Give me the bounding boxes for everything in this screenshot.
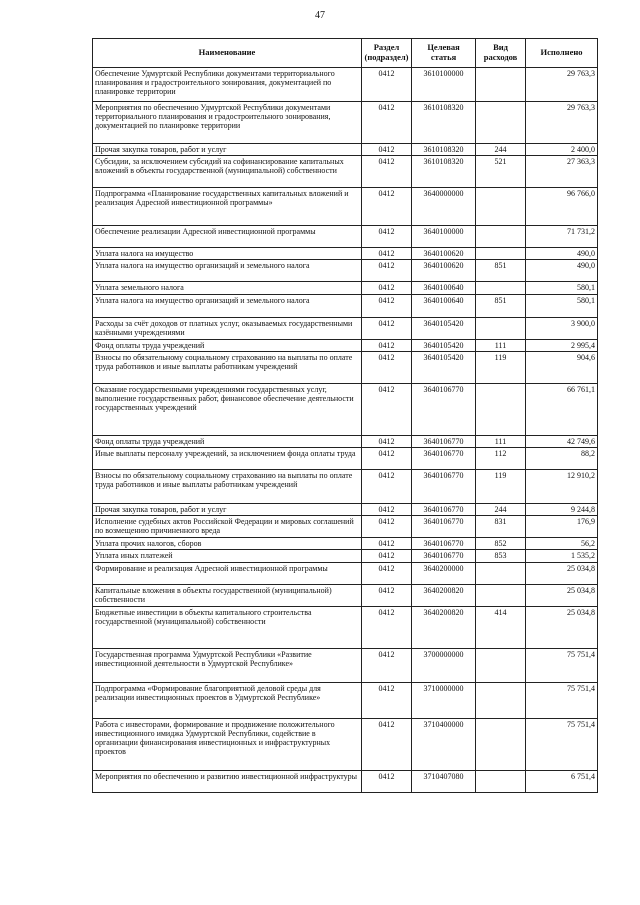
cell-target: 3610100000 <box>412 68 476 102</box>
table-row <box>93 226 598 248</box>
table-row <box>93 435 598 447</box>
cell-target: 3640106770 <box>412 516 476 538</box>
cell-executed: 75 751,4 <box>526 682 598 718</box>
cell-target: 3640000000 <box>412 188 476 226</box>
cell-target: 3640106770 <box>412 383 476 435</box>
cell-executed: 29 763,3 <box>526 68 598 102</box>
cell-target: 3640100620 <box>412 260 476 282</box>
table-row <box>93 447 598 469</box>
cell-executed: 2 400,0 <box>526 144 598 156</box>
header-executed: Исполнено <box>526 39 598 68</box>
cell-executed: 490,0 <box>526 248 598 260</box>
cell-executed: 580,1 <box>526 282 598 294</box>
budget-table <box>92 38 598 793</box>
table-row <box>93 606 598 648</box>
cell-expense-type: 414 <box>476 606 526 648</box>
cell-expense-type: 852 <box>476 538 526 550</box>
cell-expense-type <box>476 682 526 718</box>
cell-section: 0412 <box>362 144 412 156</box>
table-row <box>93 682 598 718</box>
cell-expense-type <box>476 648 526 682</box>
cell-name: Уплата земельного налога <box>93 282 362 294</box>
cell-target: 3640106770 <box>412 435 476 447</box>
cell-name: Взносы по обязательному социальному страхованию на выплаты по оплате труда работников и иные выплаты работникам учреждений <box>93 351 362 383</box>
cell-section: 0412 <box>362 188 412 226</box>
cell-expense-type <box>476 188 526 226</box>
cell-name: Уплата налога на имущество организаций и земельного налога <box>93 294 362 317</box>
cell-section: 0412 <box>362 339 412 351</box>
cell-executed: 56,2 <box>526 538 598 550</box>
cell-section: 0412 <box>362 248 412 260</box>
cell-expense-type: 244 <box>476 144 526 156</box>
cell-name: Фонд оплаты труда учреждений <box>93 339 362 351</box>
cell-expense-type: 111 <box>476 339 526 351</box>
cell-name: Взносы по обязательному социальному страхованию на выплаты по оплате труда работников и иные выплаты работникам учреждений <box>93 469 362 503</box>
cell-section: 0412 <box>362 562 412 584</box>
cell-target: 3640105420 <box>412 351 476 383</box>
table-row <box>93 317 598 339</box>
cell-executed: 25 034,8 <box>526 584 598 606</box>
table-row <box>93 516 598 538</box>
cell-executed: 25 034,8 <box>526 562 598 584</box>
cell-expense-type: 521 <box>476 156 526 188</box>
table-row <box>93 156 598 188</box>
cell-section: 0412 <box>362 282 412 294</box>
cell-executed: 12 910,2 <box>526 469 598 503</box>
cell-expense-type: 831 <box>476 516 526 538</box>
cell-name: Уплата иных платежей <box>93 550 362 562</box>
header-target: Целевая статья <box>412 39 476 68</box>
cell-executed: 75 751,4 <box>526 718 598 770</box>
cell-section: 0412 <box>362 469 412 503</box>
cell-target: 3710000000 <box>412 682 476 718</box>
cell-target: 3640100640 <box>412 282 476 294</box>
cell-section: 0412 <box>362 606 412 648</box>
cell-executed: 71 731,2 <box>526 226 598 248</box>
cell-section: 0412 <box>362 503 412 515</box>
table-row <box>93 282 598 294</box>
cell-target: 3640100640 <box>412 294 476 317</box>
cell-target: 3640200820 <box>412 606 476 648</box>
cell-expense-type <box>476 770 526 792</box>
cell-target: 3640106770 <box>412 503 476 515</box>
cell-name: Формирование и реализация Адресной инвестиционной программы <box>93 562 362 584</box>
cell-name: Обеспечение Удмуртской Республики документами территориального планирования и градостроительного зонирования, документацией по планировке территории <box>93 68 362 102</box>
table-row <box>93 383 598 435</box>
cell-expense-type: 119 <box>476 469 526 503</box>
cell-target: 3640105420 <box>412 317 476 339</box>
cell-name: Фонд оплаты труда учреждений <box>93 435 362 447</box>
cell-section: 0412 <box>362 351 412 383</box>
cell-section: 0412 <box>362 584 412 606</box>
cell-section: 0412 <box>362 226 412 248</box>
cell-name: Расходы за счёт доходов от платных услуг, оказываемых государственными казёнными учреждениями <box>93 317 362 339</box>
table-row <box>93 562 598 584</box>
table-row <box>93 248 598 260</box>
table-row <box>93 68 598 102</box>
cell-section: 0412 <box>362 718 412 770</box>
header-expense-type: Вид расходов <box>476 39 526 68</box>
cell-name: Подпрограмма «Формирование благоприятной деловой среды для реализации инвестиционных проектов в Удмуртской Республике» <box>93 682 362 718</box>
cell-section: 0412 <box>362 516 412 538</box>
cell-target: 3610108320 <box>412 144 476 156</box>
cell-executed: 88,2 <box>526 447 598 469</box>
cell-expense-type: 111 <box>476 435 526 447</box>
table-row <box>93 102 598 144</box>
cell-name: Уплата налога на имущество <box>93 248 362 260</box>
cell-target: 3640100000 <box>412 226 476 248</box>
cell-expense-type <box>476 562 526 584</box>
cell-section: 0412 <box>362 447 412 469</box>
cell-executed: 27 363,3 <box>526 156 598 188</box>
cell-target: 3640106770 <box>412 469 476 503</box>
cell-section: 0412 <box>362 435 412 447</box>
cell-section: 0412 <box>362 294 412 317</box>
cell-section: 0412 <box>362 156 412 188</box>
table-row <box>93 351 598 383</box>
cell-section: 0412 <box>362 770 412 792</box>
cell-name: Мероприятия по обеспечению и развитию инвестиционной инфраструктуры <box>93 770 362 792</box>
cell-name: Субсидии, за исключением субсидий на софинансирование капитальных вложений в объекты государственной (муниципальной) собственности <box>93 156 362 188</box>
cell-expense-type <box>476 383 526 435</box>
table-row <box>93 469 598 503</box>
cell-target: 3610108320 <box>412 102 476 144</box>
cell-section: 0412 <box>362 317 412 339</box>
table-row <box>93 144 598 156</box>
cell-expense-type: 112 <box>476 447 526 469</box>
cell-name: Прочая закупка товаров, работ и услуг <box>93 144 362 156</box>
cell-expense-type <box>476 226 526 248</box>
cell-executed: 9 244,8 <box>526 503 598 515</box>
cell-expense-type: 851 <box>476 260 526 282</box>
cell-expense-type: 244 <box>476 503 526 515</box>
cell-name: Капитальные вложения в объекты государственной (муниципальной) собственности <box>93 584 362 606</box>
cell-name: Государственная программа Удмуртской Республики «Развитие инвестиционной деятельности в Удмуртской Республике» <box>93 648 362 682</box>
cell-expense-type: 853 <box>476 550 526 562</box>
cell-expense-type: 851 <box>476 294 526 317</box>
cell-name: Оказание государственными учреждениями государственных услуг, выполнение государственных работ, финансовое обеспечение деятельности государственных учреждений <box>93 383 362 435</box>
cell-executed: 29 763,3 <box>526 102 598 144</box>
cell-expense-type: 119 <box>476 351 526 383</box>
table-row <box>93 260 598 282</box>
cell-section: 0412 <box>362 550 412 562</box>
cell-executed: 25 034,8 <box>526 606 598 648</box>
cell-executed: 2 995,4 <box>526 339 598 351</box>
cell-section: 0412 <box>362 260 412 282</box>
cell-target: 3640106770 <box>412 447 476 469</box>
cell-executed: 6 751,4 <box>526 770 598 792</box>
cell-name: Подпрограмма «Планирование государственных капитальных вложений и реализация Адресной инвестиционной программы» <box>93 188 362 226</box>
cell-section: 0412 <box>362 648 412 682</box>
cell-section: 0412 <box>362 383 412 435</box>
cell-executed: 904,6 <box>526 351 598 383</box>
cell-target: 3700000000 <box>412 648 476 682</box>
cell-name: Обеспечение реализации Адресной инвестиционной программы <box>93 226 362 248</box>
cell-name: Работа с инвесторами, формирование и продвижение положительного инвестиционного имиджа Удмуртской Республики, содействие в организации финансирования инвестиционных и инфраструктурных проектов <box>93 718 362 770</box>
cell-expense-type <box>476 317 526 339</box>
cell-section: 0412 <box>362 68 412 102</box>
header-section: Раздел (подраздел) <box>362 39 412 68</box>
cell-target: 3640200000 <box>412 562 476 584</box>
header-name: Наименование <box>93 39 362 68</box>
cell-executed: 580,1 <box>526 294 598 317</box>
cell-target: 3610108320 <box>412 156 476 188</box>
table-row <box>93 550 598 562</box>
cell-section: 0412 <box>362 682 412 718</box>
cell-executed: 490,0 <box>526 260 598 282</box>
table-row <box>93 584 598 606</box>
cell-executed: 42 749,6 <box>526 435 598 447</box>
cell-expense-type <box>476 102 526 144</box>
cell-target: 3640200820 <box>412 584 476 606</box>
table-row <box>93 188 598 226</box>
cell-expense-type <box>476 584 526 606</box>
table-row <box>93 503 598 515</box>
cell-target: 3640106770 <box>412 550 476 562</box>
cell-executed: 176,9 <box>526 516 598 538</box>
cell-name: Мероприятия по обеспечению Удмуртской Республики документами территориального планирования и градостроительного зонирования, документацией по планировке территории <box>93 102 362 144</box>
table-row <box>93 648 598 682</box>
cell-executed: 96 766,0 <box>526 188 598 226</box>
cell-expense-type <box>476 248 526 260</box>
cell-name: Уплата прочих налогов, сборов <box>93 538 362 550</box>
table-row <box>93 538 598 550</box>
cell-executed: 66 761,1 <box>526 383 598 435</box>
table-row <box>93 770 598 792</box>
table-row <box>93 718 598 770</box>
table-row <box>93 294 598 317</box>
cell-target: 3640105420 <box>412 339 476 351</box>
cell-expense-type <box>476 718 526 770</box>
table-row <box>93 339 598 351</box>
cell-target: 3710407080 <box>412 770 476 792</box>
table-body <box>93 68 598 793</box>
cell-section: 0412 <box>362 102 412 144</box>
cell-target: 3710400000 <box>412 718 476 770</box>
cell-executed: 1 535,2 <box>526 550 598 562</box>
cell-name: Иные выплаты персоналу учреждений, за исключением фонда оплаты труда <box>93 447 362 469</box>
cell-target: 3640106770 <box>412 538 476 550</box>
cell-executed: 75 751,4 <box>526 648 598 682</box>
cell-expense-type <box>476 282 526 294</box>
table-header-row <box>93 39 598 68</box>
cell-target: 3640100620 <box>412 248 476 260</box>
cell-section: 0412 <box>362 538 412 550</box>
cell-name: Исполнение судебных актов Российской Федерации и мировых соглашений по возмещению причиненного вреда <box>93 516 362 538</box>
cell-name: Бюджетные инвестиции в объекты капитального строительства государственной (муниципальной) собственности <box>93 606 362 648</box>
cell-name: Прочая закупка товаров, работ и услуг <box>93 503 362 515</box>
cell-executed: 3 900,0 <box>526 317 598 339</box>
cell-name: Уплата налога на имущество организаций и земельного налога <box>93 260 362 282</box>
cell-expense-type <box>476 68 526 102</box>
page-number: 47 <box>315 10 325 21</box>
